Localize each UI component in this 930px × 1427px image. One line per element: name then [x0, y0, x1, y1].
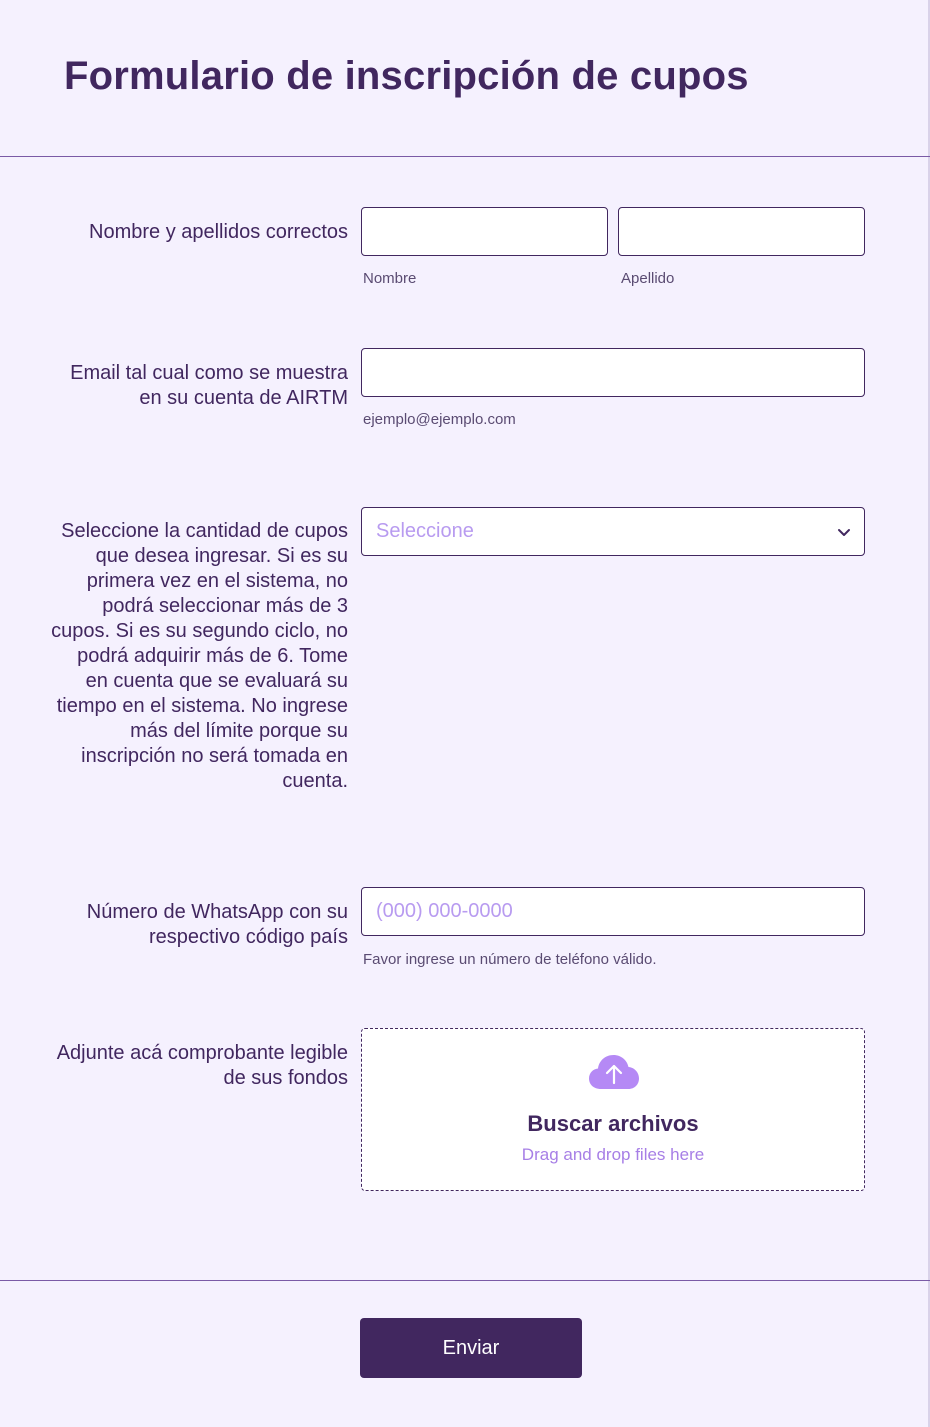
upload-title: Buscar archivos: [527, 1111, 699, 1136]
submit-button[interactable]: Enviar: [360, 1318, 582, 1378]
quantity-select[interactable]: [361, 507, 865, 556]
name-label: Nombre y apellidos correctos: [89, 221, 348, 243]
email-input[interactable]: [361, 348, 865, 397]
form-header: [0, 0, 930, 157]
footer-divider: [0, 1280, 930, 1281]
last-name-sublabel: Apellido: [621, 270, 675, 287]
cloud-upload-icon: [588, 1053, 640, 1091]
upload-subtitle: Drag and drop files here: [521, 1145, 705, 1164]
page-title: Formulario de inscripción de cupos: [64, 54, 749, 98]
whatsapp-input[interactable]: (000) 000-0000: [361, 887, 865, 936]
last-name-input[interactable]: [618, 207, 865, 256]
file-upload-dropzone[interactable]: [361, 1028, 865, 1191]
whatsapp-sublabel: Favor ingrese un número de teléfono válido.: [363, 951, 657, 968]
quantity-select-value: Seleccione: [376, 520, 474, 542]
first-name-sublabel: Nombre: [363, 270, 417, 287]
email-sublabel: ejemplo@ejemplo.com: [363, 411, 516, 428]
email-label: Email tal cual como se muestra en su cuenta de AIRTM: [70, 362, 348, 409]
quantity-label: Seleccione la cantidad de cupos que desea ingresar. Si es su primera vez en el sistema, no podrá seleccionar más de 3 cupos. Si es su segundo ciclo, no podrá adquirir más de 6. Tome en cuenta que se evaluará su tiempo en el sistema. No ingrese más del límite porque su inscripción no será tomada en cuenta.: [51, 520, 348, 792]
first-name-input[interactable]: [361, 207, 608, 256]
chevron-down-icon: [836, 524, 852, 540]
upload-label: Adjunte acá comprobante legible de sus fondos: [56, 1042, 348, 1089]
whatsapp-label: Número de WhatsApp con su respectivo código país: [86, 901, 348, 948]
